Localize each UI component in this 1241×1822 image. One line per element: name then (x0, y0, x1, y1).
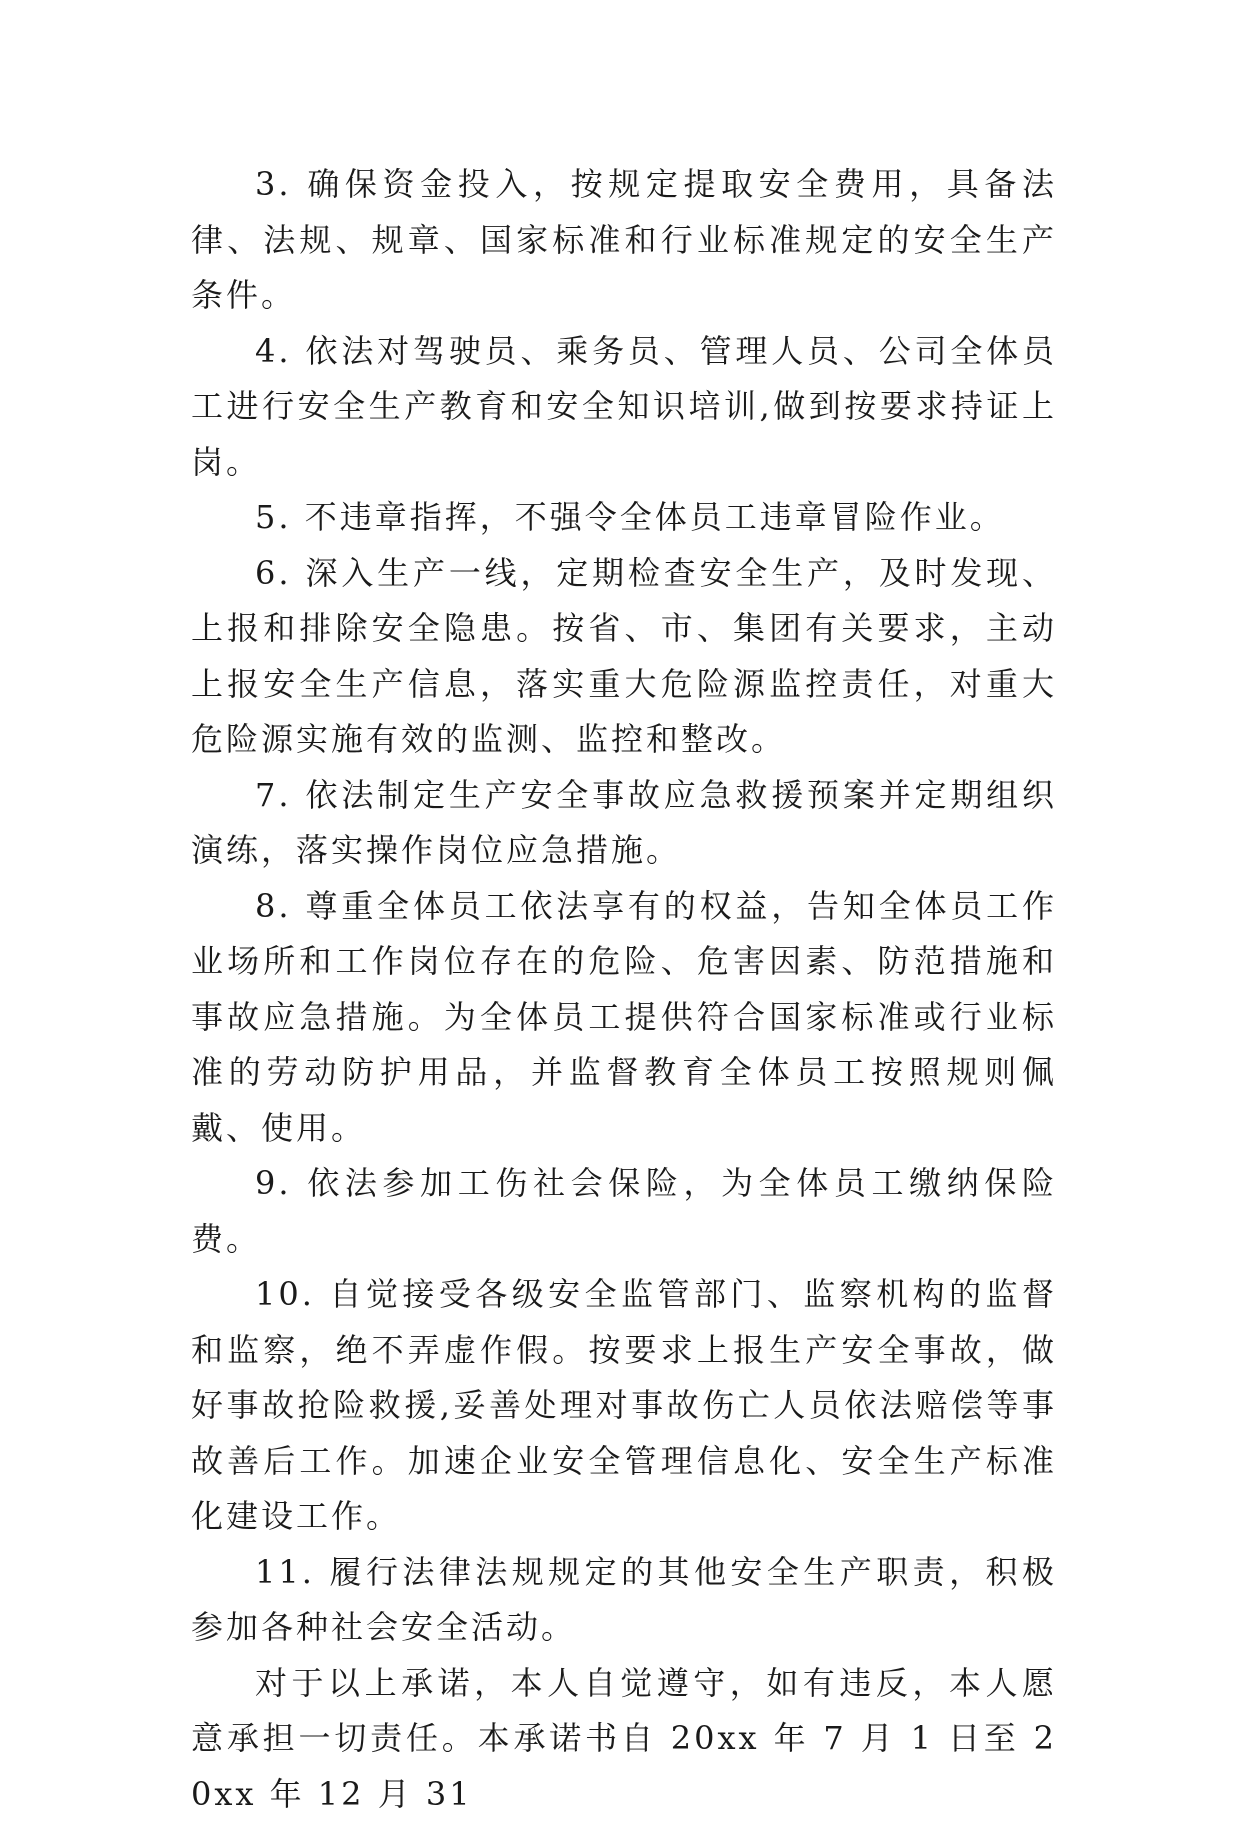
paragraph-item-7: 7. 依法制定生产安全事故应急救援预案并定期组织演练，落实操作岗位应急措施。 (191, 768, 1057, 879)
document-body (191, 157, 1057, 1822)
paragraph-item-9: 9. 依法参加工伤社会保险，为全体员工缴纳保险费。 (191, 1156, 1057, 1267)
paragraph-item-5: 5. 不违章指挥，不强令全体员工违章冒险作业。 (191, 490, 1057, 546)
paragraph-item-11: 11. 履行法律法规规定的其他安全生产职责，积极参加各种社会安全活动。 (191, 1545, 1057, 1656)
paragraph-item-8: 8. 尊重全体员工依法享有的权益，告知全体员工作业场所和工作岗位存在的危险、危害因素、防范措施和事故应急措施。为全体员工提供符合国家标准或行业标准的劳动防护用品，并监督教育全体员工按照规则佩戴、使用。 (191, 879, 1057, 1157)
paragraph-item-10: 10. 自觉接受各级安全监管部门、监察机构的监督和监察，绝不弄虚作假。按要求上报生产安全事故，做好事故抢险救援,妥善处理对事故伤亡人员依法赔偿等事故善后工作。加速企业安全管理信息化、安全生产标准化建设工作。 (191, 1267, 1057, 1545)
paragraph-item-4: 4. 依法对驾驶员、乘务员、管理人员、公司全体员工进行安全生产教育和安全知识培训,做到按要求持证上岗。 (191, 324, 1057, 491)
paragraph-item-3: 3. 确保资金投入，按规定提取安全费用，具备法律、法规、规章、国家标准和行业标准规定的安全生产条件。 (191, 157, 1057, 324)
commitment-paragraph: 对于以上承诺，本人自觉遵守，如有违反，本人愿意承担一切责任。本承诺书自 20xx 年 7 月 1 日至 20xx 年 12 月 31 (191, 1656, 1057, 1822)
paragraph-item-6: 6. 深入生产一线，定期检查安全生产，及时发现、上报和排除安全隐患。按省、市、集团有关要求，主动上报安全生产信息，落实重大危险源监控责任，对重大危险源实施有效的监测、监控和整改。 (191, 546, 1057, 768)
